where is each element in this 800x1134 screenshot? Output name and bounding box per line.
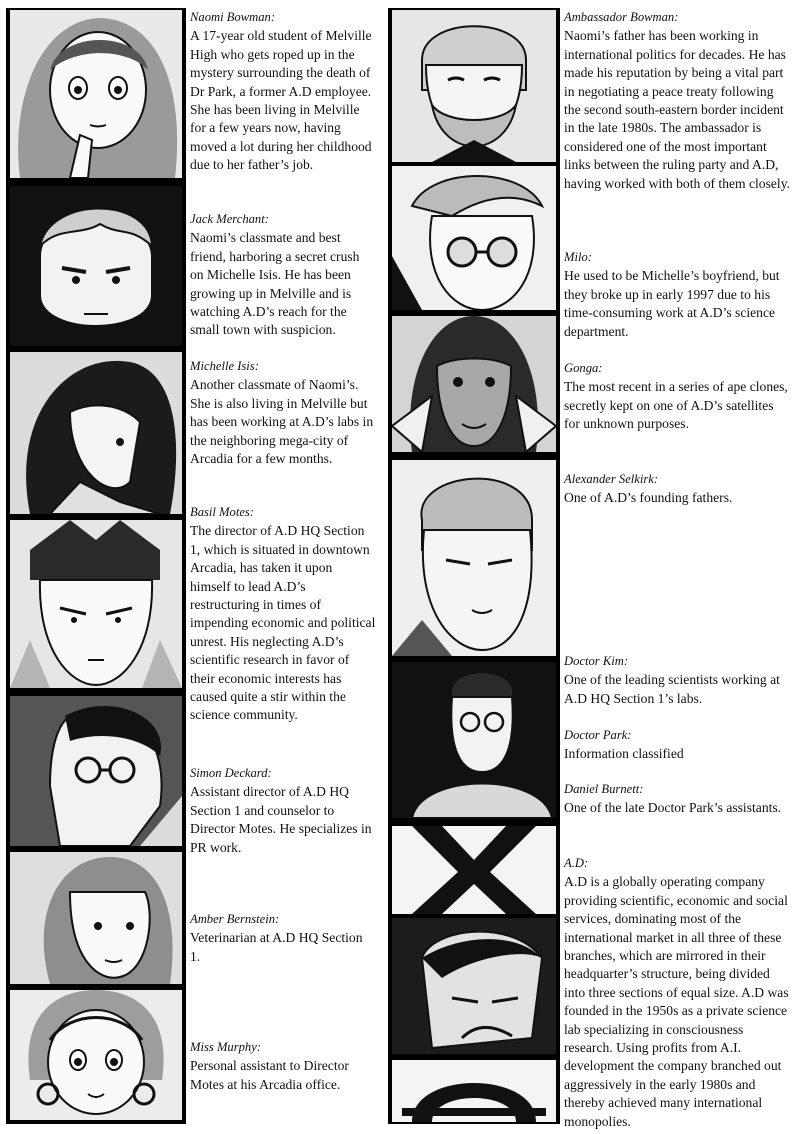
gonga-portrait <box>392 316 556 452</box>
naomi-bowman-portrait <box>10 10 182 178</box>
character-name: Basil Motes: <box>190 505 255 519</box>
character-entry-amber-bernstein <box>190 910 376 966</box>
character-name: Miss Murphy: <box>190 1040 262 1054</box>
character-name: Doctor Kim: <box>564 654 629 668</box>
character-entry-milo <box>564 248 792 341</box>
character-description: The most recent in a series of ape clones, secretly kept on one of A.D’s satellites for unknown purposes. <box>564 379 788 432</box>
character-entry-miss-murphy <box>190 1038 376 1094</box>
alexander-selkirk-portrait <box>392 460 556 656</box>
character-description: A 17-year old student of Melville High who gets roped up in the mystery surrounding the death of Dr Park, a former A.D employee. She has been living in Melville for a few years now, having moved a lot during her childhood due to her father’s job. <box>190 28 372 173</box>
miss-murphy-portrait <box>10 990 182 1120</box>
character-entry-gonga <box>564 359 792 434</box>
character-entry-jack-merchant <box>190 210 376 340</box>
ambassador-bowman-portrait <box>392 10 556 162</box>
character-entry-daniel-burnett <box>564 780 792 818</box>
basil-motes-portrait <box>10 520 182 688</box>
daniel-burnett-portrait <box>392 918 556 1054</box>
character-name: Amber Bernstein: <box>190 912 280 926</box>
character-name: Naomi Bowman: <box>190 10 276 24</box>
character-description: One of the leading scientists working at A.D HQ Section 1’s labs. <box>564 672 780 706</box>
doctor-kim-portrait <box>392 662 556 818</box>
character-name: Milo: <box>564 250 592 264</box>
character-description: A.D is a globally operating company providing scientific, economic and social services, dominating most of the international market in all three of these branches, which are mirrored in their headquarter’s structure, being divided into three sections of equal size. A.D was founded in the 1950s as a private science lab specializing in consciousness research. Using profits from A.I. development the company branched out aggressively in the early 1980s and thereby achieved many international monopolies. <box>564 874 789 1129</box>
doctor-park-portrait <box>392 1060 556 1122</box>
character-name: Michelle Isis: <box>190 359 259 373</box>
character-name: Ambassador Bowman: <box>564 10 679 24</box>
character-name: Gonga: <box>564 361 603 375</box>
character-entry-michelle-isis <box>190 357 376 468</box>
character-entry-doctor-kim <box>564 652 792 708</box>
character-description: Assistant director of A.D HQ Section 1 and counselor to Director Motes. He specializes in PR work. <box>190 784 372 855</box>
character-entry-doctor-park <box>564 726 792 764</box>
character-name: Alexander Selkirk: <box>564 472 659 486</box>
simon-deckard-portrait <box>10 696 182 846</box>
character-entry-alexander-selkirk <box>564 470 792 508</box>
jack-merchant-portrait <box>10 186 182 346</box>
character-description: Personal assistant to Director Motes at his Arcadia office. <box>190 1058 349 1092</box>
character-entry-naomi-bowman <box>190 8 376 175</box>
amber-bernstein-portrait <box>10 852 182 984</box>
character-description: Information classified <box>564 746 684 762</box>
character-name: Doctor Park: <box>564 728 632 742</box>
character-description: Naomi’s classmate and best friend, harboring a secret crush on Michelle Isis. He has been growing up in Melville and is watching A.D’s reach for the small town with suspicion. <box>190 230 360 338</box>
character-description: Another classmate of Naomi’s. She is also living in Melville but has been working at A.D’s labs in the neighboring mega-city of Arcadia for a few months. <box>190 377 374 467</box>
character-name: A.D: <box>564 856 589 870</box>
character-description: One of A.D’s founding fathers. <box>564 490 733 506</box>
character-description: One of the late Doctor Park’s assistants. <box>564 800 782 816</box>
character-description: Naomi’s father has been working in international politics for decades. He has made his reputation by being a vital part in negotiating a peace treaty following the second south-eastern border incident in the late 1980s. The ambassador is considered one of the most important links between the ruling party and A.D, having worked with both of them closely. <box>564 28 791 191</box>
michelle-isis-portrait <box>10 352 182 514</box>
character-name: Simon Deckard: <box>190 766 272 780</box>
character-name: Jack Merchant: <box>190 212 269 226</box>
character-description: Veterinarian at A.D HQ Section 1. <box>190 930 363 964</box>
milo-portrait <box>392 166 556 310</box>
character-entry-basil-motes <box>190 503 376 725</box>
character-description: He used to be Michelle’s boyfriend, but they broke up in early 1997 due to his time-consuming work at A.D’s science department. <box>564 268 780 339</box>
entry-ad-company <box>564 854 792 1131</box>
character-name: Daniel Burnett: <box>564 782 644 796</box>
character-entry-ambassador-bowman <box>564 8 792 193</box>
ad-logo-portrait <box>392 826 556 914</box>
character-description: The director of A.D HQ Section 1, which is situated in downtown Arcadia, has taken it upon himself to lead A.D’s restructuring in times of impending economic and political unrest. His neglecting A.D’s scientific research in favor of their economic interests has caused quite a stir within the science community. <box>190 523 376 723</box>
character-entry-simon-deckard <box>190 764 376 857</box>
